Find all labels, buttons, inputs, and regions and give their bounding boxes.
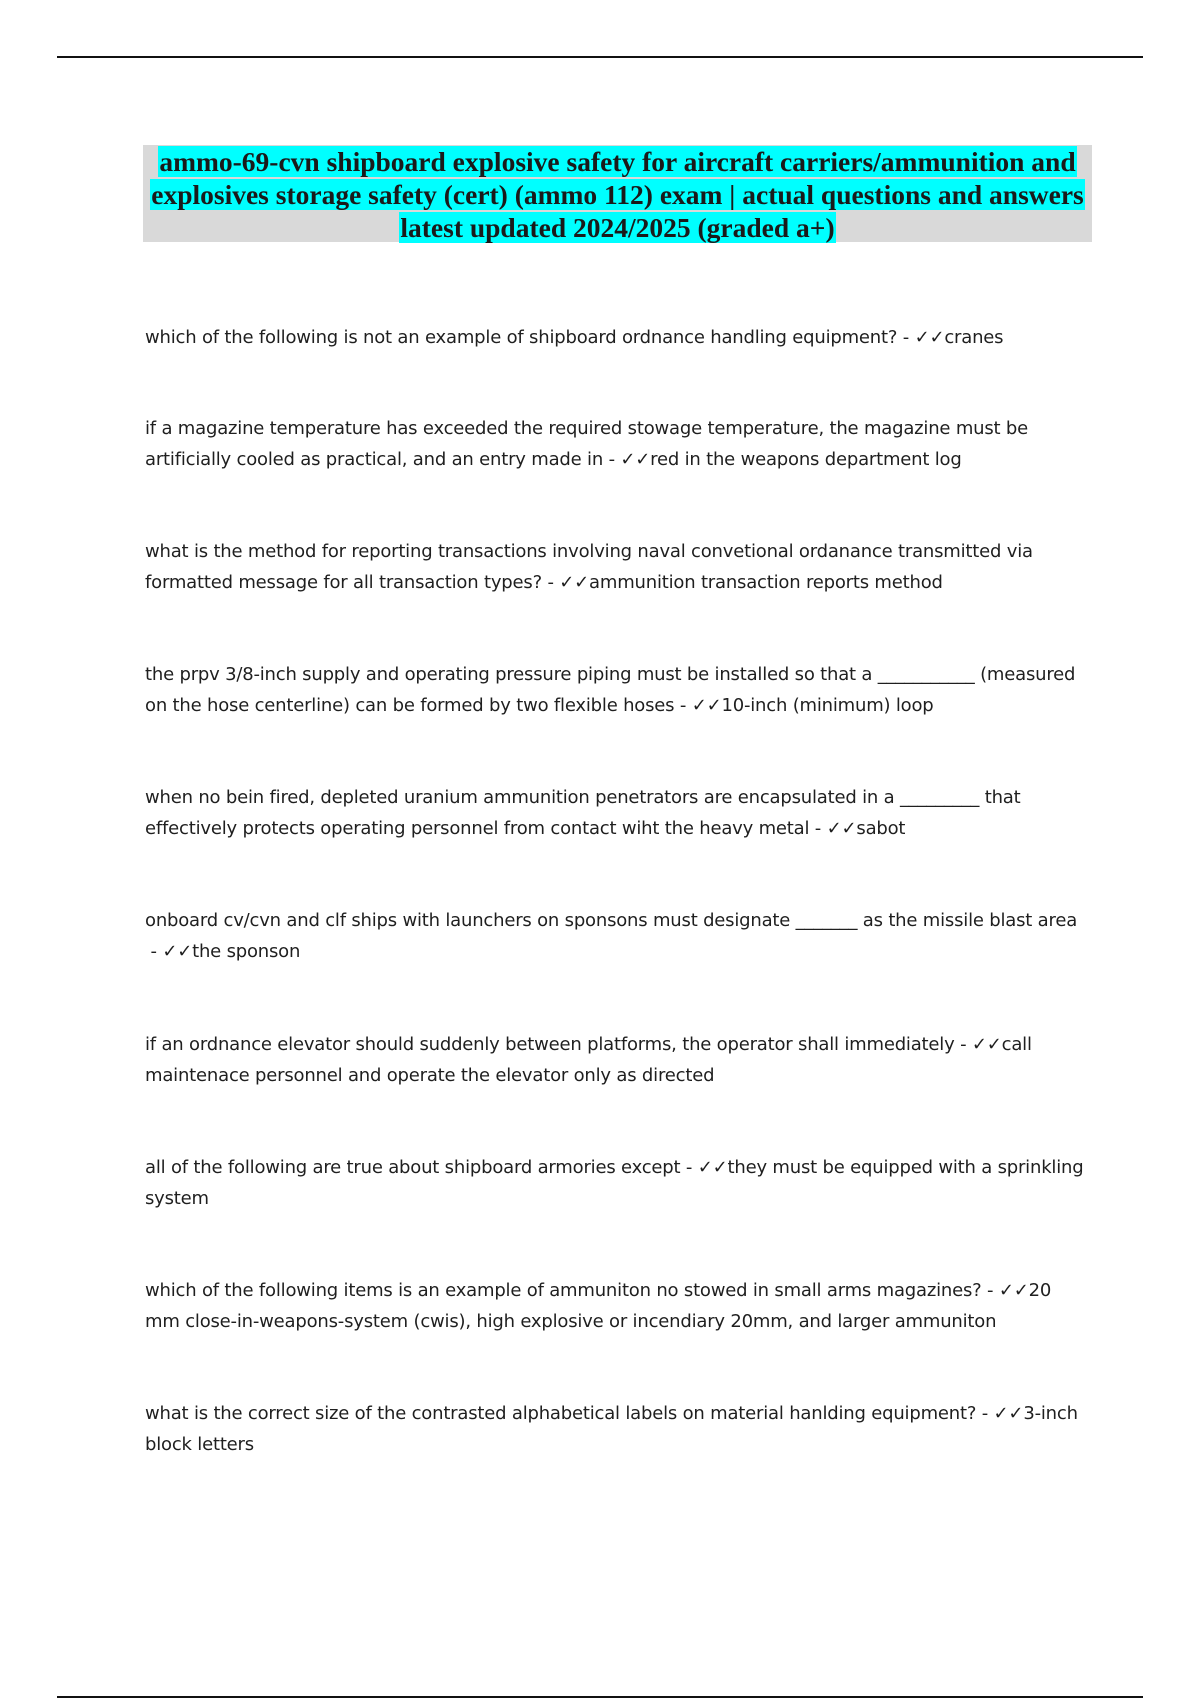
bottom-rule <box>57 1696 1143 1698</box>
check-mark-icon: ✓✓ <box>691 695 722 716</box>
separator: - <box>981 1280 999 1301</box>
document-title-block <box>143 145 1092 242</box>
question-text: what is the correct size of the contrasted alphabetical labels on material hanlding equipment? <box>145 1403 977 1424</box>
qa-item <box>145 1398 1085 1460</box>
check-mark-icon: ✓✓ <box>998 1280 1029 1301</box>
answer-text: 20 mm close-in-weapons-system (cwis), high explosive or incendiary 20mm, and larger ammuniton <box>145 1280 1052 1332</box>
qa-item <box>145 322 1085 353</box>
answer-text: call maintenace personnel and operate the elevator only as directed <box>145 1034 1032 1086</box>
check-mark-icon: ✓✓ <box>914 327 945 348</box>
top-rule <box>57 56 1143 58</box>
question-text: the prpv 3/8-inch supply and operating pressure piping must be installed so that a ___________ (measured on the hose centerline) can be formed by two flexible hoses <box>145 664 1076 716</box>
answer-text: sabot <box>856 818 906 839</box>
question-text: if an ordnance elevator should suddenly between platforms, the operator shall immediately <box>145 1034 955 1055</box>
answer-text: red in the weapons department log <box>650 449 962 470</box>
answer-text: the sponson <box>192 941 301 962</box>
qa-item <box>145 1152 1085 1214</box>
question-text: onboard cv/cvn and clf ships with launchers on sponsons must designate _______ as the missile blast area <box>145 910 1078 931</box>
check-mark-icon: ✓✓ <box>993 1403 1024 1424</box>
question-text: if a magazine temperature has exceeded the required stowage temperature, the magazine must be artificially cooled as practical, and an entry made in <box>145 418 1029 470</box>
separator: - <box>674 695 692 716</box>
separator: - <box>541 572 560 593</box>
qa-item <box>145 1275 1085 1337</box>
check-mark-icon: ✓✓ <box>697 1157 728 1178</box>
separator: - <box>954 1034 972 1055</box>
document-title: ammo-69-cvn shipboard explosive safety for aircraft carriers/ammunition and explosives storage safety (cert) (ammo 112) exam | actual questions and answers latest updated 2024/2025 (graded a+) <box>151 146 1084 243</box>
answer-text: 3-inch block letters <box>145 1403 1078 1455</box>
separator: - <box>603 449 621 470</box>
answer-text: cranes <box>944 327 1004 348</box>
separator: - <box>976 1403 994 1424</box>
qa-item <box>145 782 1085 844</box>
check-mark-icon: ✓✓ <box>620 449 651 470</box>
qa-item <box>145 659 1085 721</box>
question-text: which of the following items is an example of ammuniton no stowed in small arms magazines? <box>145 1280 982 1301</box>
question-text: which of the following is not an example of shipboard ordnance handling equipment? <box>145 327 898 348</box>
answer-text: they must be equipped with a sprinkling system <box>145 1157 1084 1209</box>
check-mark-icon: ✓✓ <box>162 941 193 962</box>
separator: - <box>897 327 915 348</box>
question-text: when no bein fired, depleted uranium ammunition penetrators are encapsulated in a _________ that effectively protects operating personnel from contact wiht the heavy metal <box>145 787 1021 839</box>
answer-text: 10-inch (minimum) loop <box>721 695 934 716</box>
qa-item <box>145 905 1085 967</box>
separator: - <box>809 818 827 839</box>
separator: - <box>680 1157 698 1178</box>
qa-item <box>145 536 1085 598</box>
question-text: what is the method for reporting transactions involving naval convetional ordanance transmitted via formatted message for all transaction types? <box>145 541 1033 593</box>
check-mark-icon: ✓✓ <box>559 572 590 593</box>
answer-text: ammunition transaction reports method <box>589 572 943 593</box>
qa-item <box>145 1029 1085 1091</box>
check-mark-icon: ✓✓ <box>826 818 857 839</box>
qa-item <box>145 413 1085 475</box>
separator: - <box>145 941 163 962</box>
check-mark-icon: ✓✓ <box>971 1034 1002 1055</box>
question-text: all of the following are true about shipboard armories except <box>145 1157 681 1178</box>
